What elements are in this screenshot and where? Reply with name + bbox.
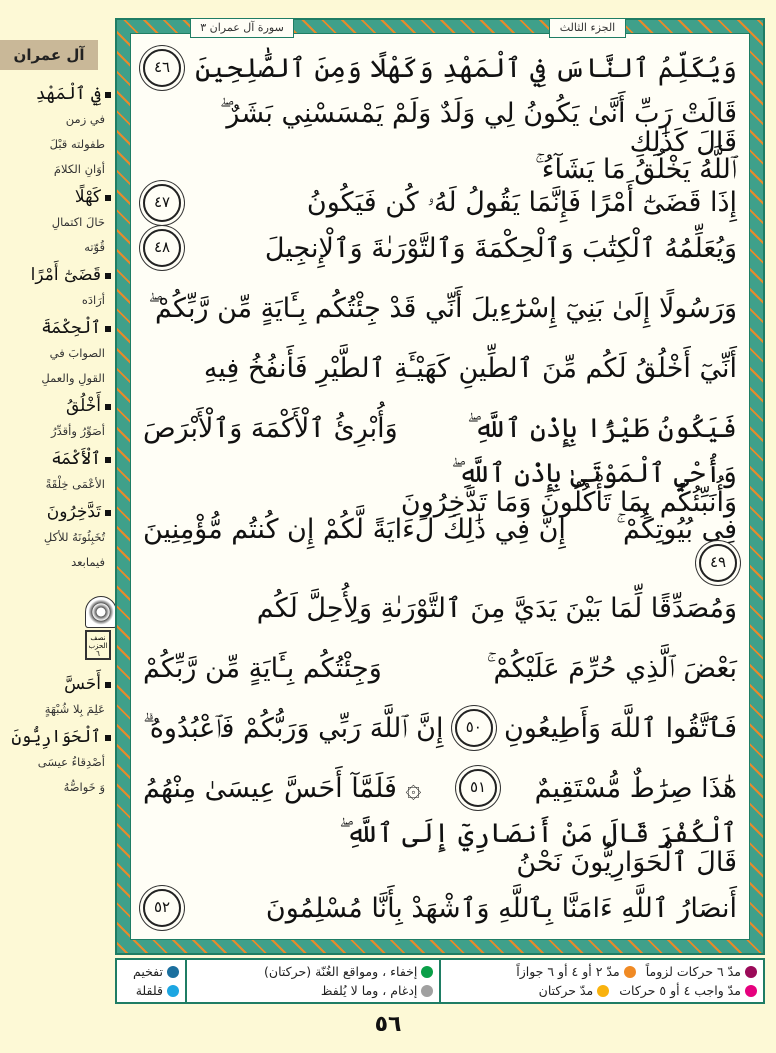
glossary-term [0, 261, 115, 289]
ayah-number-marker: ٤٦ [143, 49, 181, 87]
quran-text: أَنِّيٓ أَخْلُقُ لَكُم مِّنَ ٱلطِّينِ كَهَيْـَٔةِ ٱلطَّيْرِ فَأَنفُخُ فِيهِ [203, 352, 737, 384]
color-dot-icon [597, 985, 609, 997]
quran-text: بَعْضَ ٱلَّذِي حُرِّمَ عَلَيْكُمْ ۚ [486, 652, 737, 684]
glossary-top [0, 80, 115, 576]
legend-tafkheem [117, 960, 185, 1002]
glossary-definition: تُخَبِئُونَهُ للأكلِ [43, 530, 105, 544]
glossary-term [0, 183, 115, 211]
bullet-square-icon [105, 404, 111, 410]
quran-text: فَٱتَّقُوا ٱللَّهَ وَأَطِيعُونِ [504, 712, 737, 744]
color-dot-icon [167, 966, 179, 978]
legend-label: إدغام ، وما لا يُلفظ [320, 983, 418, 998]
quran-text: هَٰذَا صِرَٰطٌ مُّسْتَقِيمٌ [534, 772, 737, 804]
ayah-number-marker: ٥١ [459, 769, 497, 807]
quran-text: فَيَكُونُ طَيْرًۢا بِإِذْنِ ٱللَّهِ ۖ [467, 412, 737, 444]
glossary-definition: عَلِمَ بِلا شُبْهَةٍ [44, 702, 105, 716]
legend-item [646, 962, 757, 981]
bullet-square-icon [105, 735, 111, 741]
quran-text: ٱلْكُفْرَ قَالَ مَنْ أَنصَارِيٓ إِلَى ٱللَّهِ ۖ [339, 818, 737, 849]
quran-text: قَالَ كَذَٰلِكِ [629, 127, 737, 158]
bullet-square-icon [105, 92, 111, 98]
glossary-definition: أصَوِّرُ وأقدِّرُ [51, 424, 105, 438]
quran-line [143, 38, 737, 98]
glossary-term-text: فِي ٱلْمَهْدِ [35, 84, 101, 104]
quran-line [143, 458, 737, 518]
color-dot-icon [421, 985, 433, 997]
legend-item [133, 962, 179, 981]
surah-header: سورة آل عمران ٣ [190, 18, 294, 38]
glossary-definition: أصْدِقاءُ عيسَى [37, 755, 105, 769]
legend-label: مدّ حركتان [538, 983, 594, 998]
quran-line [143, 398, 737, 458]
glossary-term-text: أَخْلُقُ [65, 396, 101, 416]
quran-line [143, 278, 737, 338]
glossary-term [0, 723, 115, 751]
quran-text: فِي بُيُوتِكُمْ ۚ [616, 513, 737, 545]
glossary-definition: في زمن [65, 112, 105, 126]
glossary-term-text: ٱلْحَوَارِيُّونَ [11, 727, 101, 747]
quran-text: وَجِئْتُكُم بِـَٔايَةٍ مِّن رَّبِّكُمْ [143, 652, 382, 684]
glossary-bottom [0, 670, 115, 801]
legend-madd [439, 960, 763, 1002]
ayah-number-marker: ٤٨ [143, 229, 181, 267]
quran-line [143, 218, 737, 278]
quran-line [143, 513, 737, 578]
legend-label: تفخيم [133, 964, 163, 979]
quran-text: وَرَسُولًا إِلَىٰ بَنِيٓ إِسْرَٰٓءِيلَ أَنِّي قَدْ جِئْتُكُم بِـَٔايَةٍ مِّن رَّبِّكُمْ ۖ [148, 292, 737, 324]
ayah-number-marker: ٤٩ [699, 544, 737, 582]
glossary-term-text: أَحَسَّ [64, 674, 101, 694]
quran-line [143, 153, 737, 218]
quran-text: إِنَّ ٱللَّهَ رَبِّي وَرَبُّكُمْ فَٱعْبُدُوهُ ۗ [143, 712, 444, 744]
mushaf-text-area [130, 21, 750, 940]
glossary-term [0, 498, 115, 526]
glossary-definition: فيمابعد [71, 555, 105, 569]
legend-label: مدّ ٦ حركات لزوماً [645, 964, 741, 979]
ayah-number-marker: ٥٢ [143, 889, 181, 927]
quran-text: إِذَا قَضَىٰٓ أَمْرًا فَإِنَّمَا يَقُولُ لَهُۥ كُن فَيَكُونُ [306, 187, 737, 218]
tajweed-legend [115, 958, 765, 1004]
glossary-definition: طفولته قبْلَ [49, 137, 105, 151]
juz-header: الجزء الثالث [549, 18, 626, 38]
legend-ghunna [185, 960, 439, 1002]
bullet-square-icon [105, 273, 111, 279]
bullet-square-icon [105, 326, 111, 332]
legend-label: مدّ واجب ٤ أو ٥ حركات [619, 983, 741, 998]
quran-text: قَالَ ٱلْحَوَارِيُّونَ نَحْنُ [516, 847, 737, 878]
quran-line [143, 878, 737, 938]
bullet-square-icon [105, 682, 111, 688]
legend-label: إخفاء ، ومواقع الغُنّة (حركتان) [264, 964, 418, 979]
glossary-definition: أرَادَه [81, 293, 105, 307]
hizb-marker [85, 596, 115, 660]
ayah-number-marker: ٤٧ [143, 184, 181, 222]
legend-item [619, 981, 757, 1000]
bullet-square-icon [105, 195, 111, 201]
legend-label: قلقلة [135, 983, 163, 998]
quran-text: وَيُكَلِّمُ ٱلنَّاسَ فِي ٱلْمَهْدِ وَكَهْلًا وَمِنَ ٱلصَّٰلِحِينَ [195, 52, 737, 84]
quran-line [143, 698, 737, 758]
quran-text: ۞ فَلَمَّآ أَحَسَّ عِيسَىٰ مِنْهُمُ [143, 772, 422, 804]
quran-text: وَأُبْرِئُ ٱلْأَكْمَهَ وَٱلْأَبْرَصَ [143, 412, 398, 444]
glossary-definition: الأعْمَى خِلْقَةً [45, 477, 105, 491]
quran-lines [143, 38, 737, 938]
surah-name-tab: آل عمران [0, 40, 98, 70]
color-dot-icon [624, 966, 636, 978]
glossary-term [0, 445, 115, 473]
glossary-term [0, 80, 115, 108]
color-dot-icon [421, 966, 433, 978]
legend-item [516, 962, 635, 981]
legend-item [264, 962, 433, 981]
quran-text: وَمُصَدِّقًا لِّمَا بَيْنَ يَدَيَّ مِنَ ٱلتَّوْرَىٰةِ وَلِأُحِلَّ لَكُم [256, 592, 737, 624]
bullet-square-icon [105, 510, 111, 516]
ayah-number-marker: ٥٠ [455, 709, 493, 747]
quran-text: وَيُعَلِّمُهُ ٱلْكِتَٰبَ وَٱلْحِكْمَةَ وَٱلتَّوْرَىٰةَ وَٱلْإِنجِيلَ [264, 232, 737, 264]
legend-label: مدّ ٢ أو ٤ أو ٦ جوازاً [516, 964, 620, 979]
glossary-definition: قُوّته [84, 240, 105, 254]
color-dot-icon [745, 966, 757, 978]
quran-text: قَالَتْ رَبِّ أَنَّىٰ يَكُونُ لِي وَلَدٌ وَلَمْ يَمْسَسْنِي بَشَرٌ ۖ [219, 98, 737, 129]
bullet-square-icon [105, 457, 111, 463]
quran-text: وَأُنَبِّئُكُم بِمَا تَأْكُلُونَ وَمَا تَدَّخِرُونَ [400, 487, 737, 518]
glossary-definition: حَالَ اكتمالِ [51, 215, 105, 229]
quran-text: أَنصَارُ ٱللَّهِ ءَامَنَّا بِٱللَّهِ وَٱشْهَدْ بِأَنَّا مُسْلِمُونَ [265, 892, 737, 924]
glossary-sidebar [0, 40, 115, 801]
page-frame [115, 18, 765, 955]
quran-text: ٱللَّهُ يَخْلُقُ مَا يَشَآءُ ۚ [535, 153, 737, 185]
quran-line [143, 578, 737, 638]
legend-item [136, 981, 179, 1000]
glossary-term-text: تَدَّخِرُونَ [46, 502, 101, 522]
glossary-term-text: قَضَىٰٓ أَمْرًا [30, 265, 101, 285]
quran-line [143, 758, 737, 818]
glossary-term [0, 392, 115, 420]
glossary-definition: وَ خَواصُّهُ [63, 780, 105, 794]
hizb-label: نصف الحزب ٦ [85, 630, 111, 660]
quran-line [143, 98, 737, 158]
glossary-term-text: ٱلْحِكْمَةَ [41, 318, 101, 338]
quran-text: وَأُحْيِ ٱلْمَوْتَىٰ بِإِذْنِ ٱللَّهِ ۖ [451, 458, 737, 489]
quran-text: إِنَّ فِي ذَٰلِكَ لَءَايَةً لَّكُمْ إِن كُنتُم مُّؤْمِنِينَ [143, 513, 566, 545]
quran-line [143, 818, 737, 878]
color-dot-icon [745, 985, 757, 997]
quran-line [143, 638, 737, 698]
glossary-term [0, 314, 115, 342]
glossary-definition: أوَانِ الكلامَ [53, 162, 105, 176]
hizb-dome-icon [85, 596, 117, 628]
color-dot-icon [167, 985, 179, 997]
glossary-definition: القولِ والعملِ [41, 371, 105, 385]
legend-item [539, 981, 610, 1000]
glossary-term-text: ٱلْأَكْمَهَ [51, 449, 101, 469]
glossary-term [0, 670, 115, 698]
quran-line [143, 338, 737, 398]
legend-item [321, 981, 434, 1000]
page-number: ٥٦ [374, 1012, 402, 1037]
glossary-term-text: كَهْلًا [74, 187, 101, 207]
glossary-definition: الصوابَ في [49, 346, 105, 360]
